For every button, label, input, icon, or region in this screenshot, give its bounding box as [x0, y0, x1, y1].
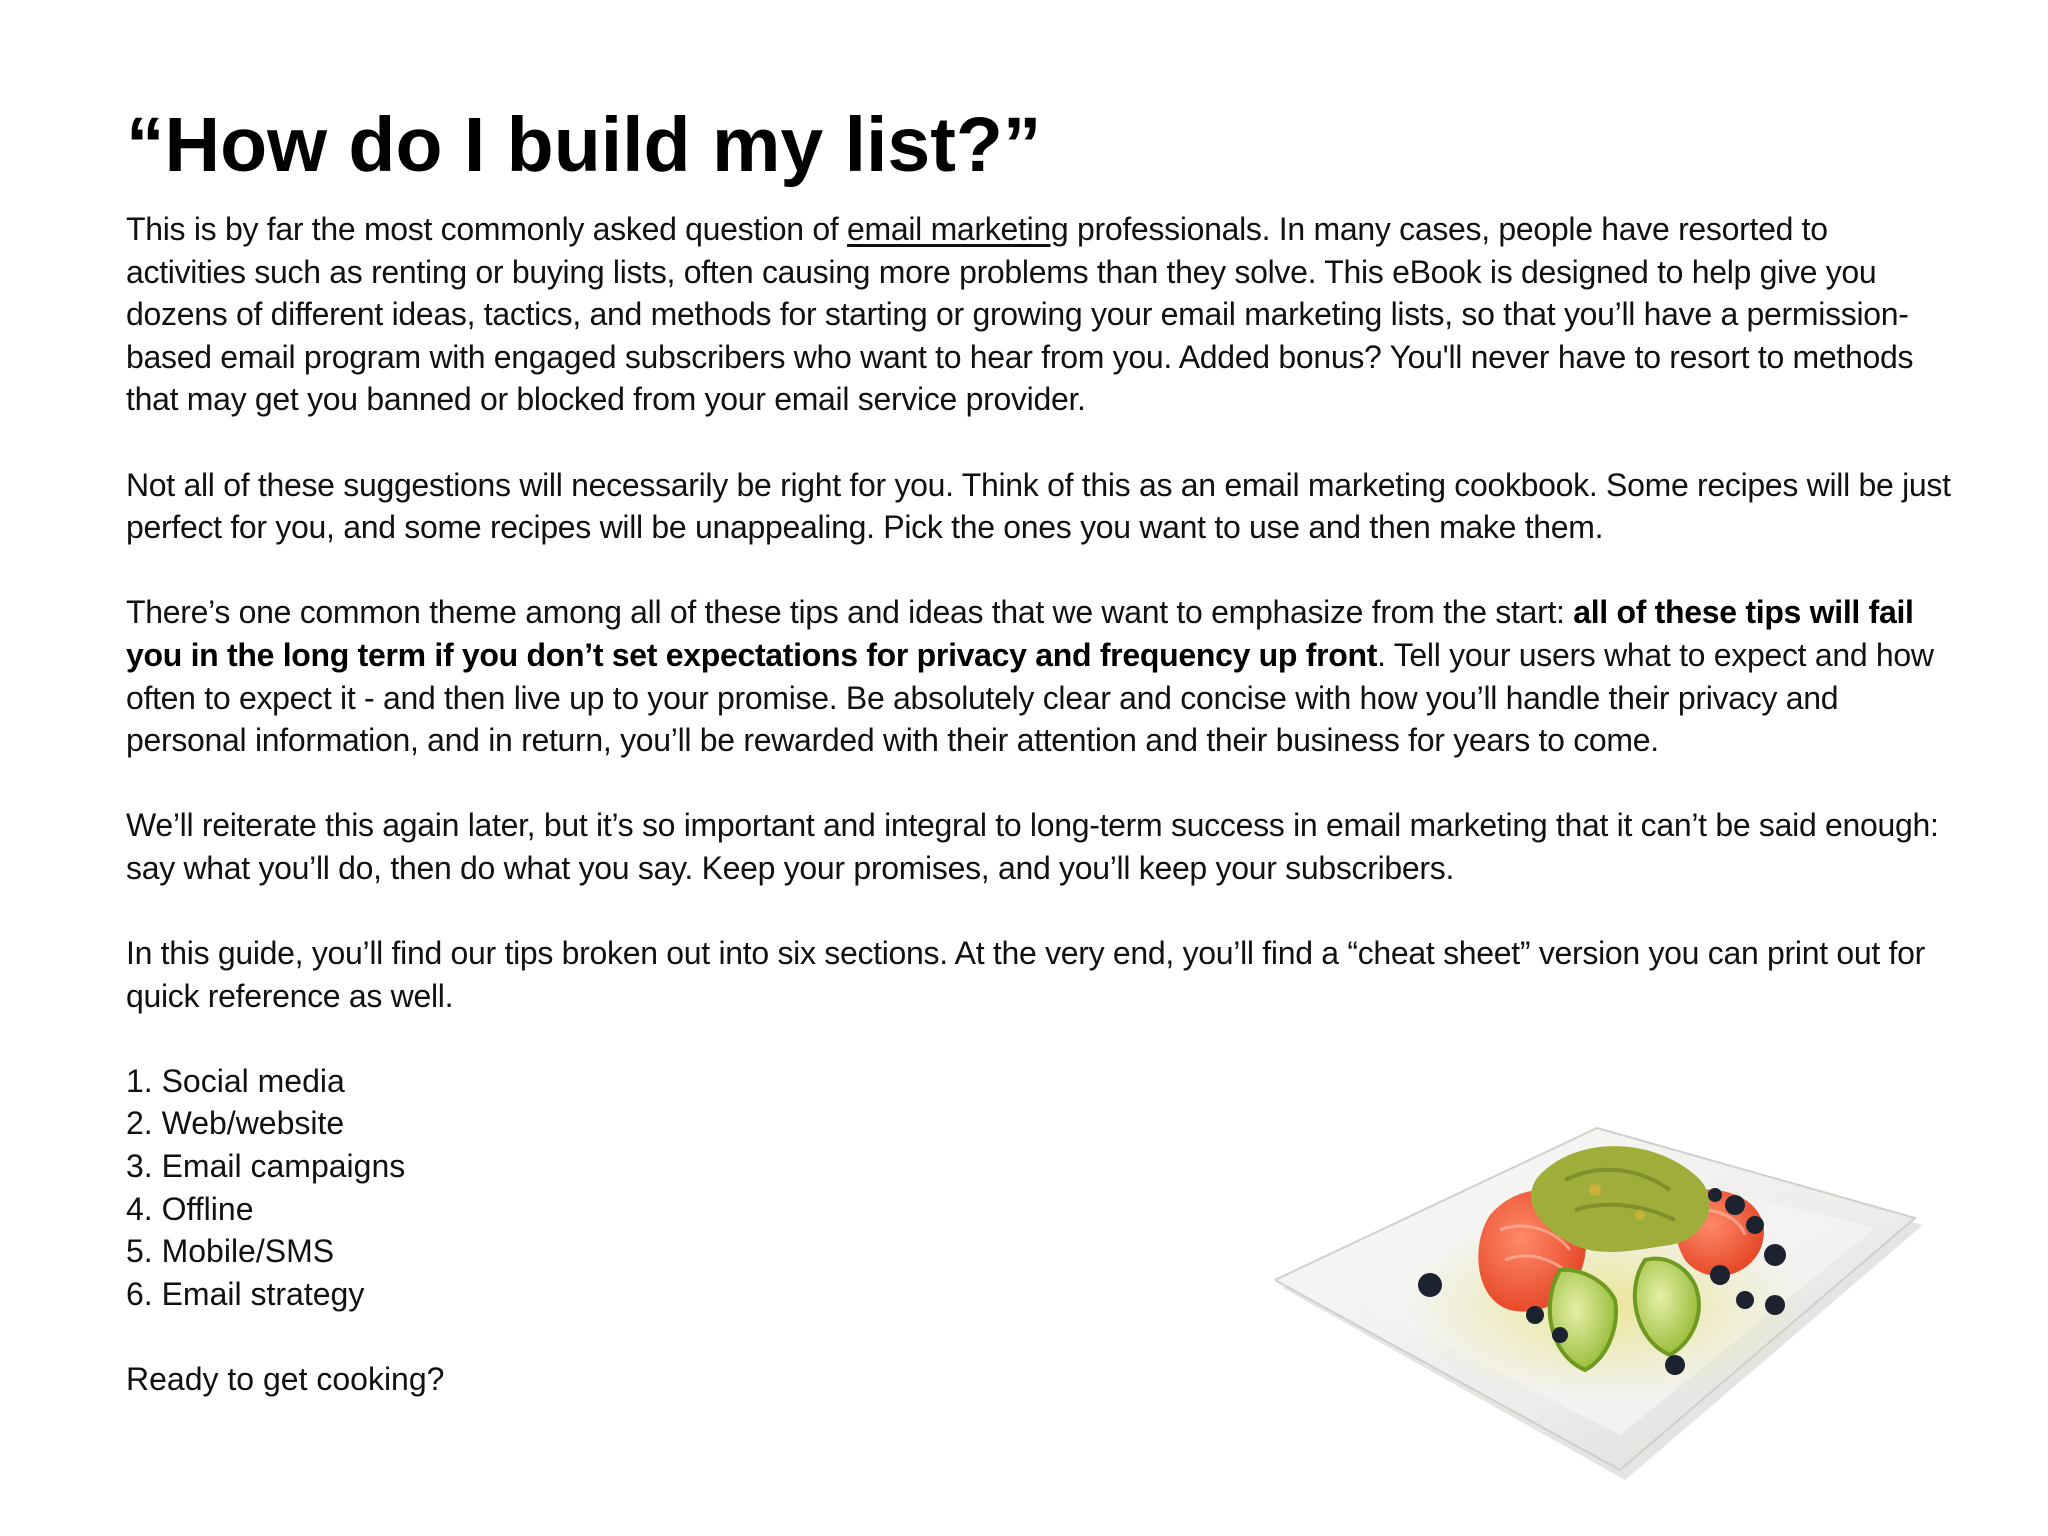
caper — [1765, 1295, 1785, 1315]
caper — [1764, 1244, 1786, 1266]
intro-text-before-link: This is by far the most commonly asked question of — [126, 211, 848, 247]
closing-line: Ready to get cooking? — [126, 1361, 445, 1398]
list-item: 2. Web/website — [126, 1105, 345, 1142]
avocado-speck — [1635, 1210, 1645, 1220]
list-item: 4. Offline — [126, 1190, 254, 1227]
cookbook-paragraph: Not all of these suggestions will necessarily be right for you. Think of this as an email marketing cookbook. Some recipes will be just perfect for you, and some recipes will be unappealing. Pick the ones you want to use and then make them. — [126, 466, 1951, 546]
email-marketing-link[interactable]: email marketing — [847, 211, 1069, 247]
caper — [1725, 1195, 1745, 1215]
theme-lead-text: There’s one common theme among all of these tips and ideas that we want to emphasize from the start: — [126, 594, 1574, 631]
list-item: 1. Social media — [126, 1062, 345, 1099]
intro-paragraph — [126, 208, 1956, 421]
theme-emphasis: all of these tips will fail you in the long term if you don’t set expectations for privacy and frequency up front — [126, 594, 1914, 673]
caper — [1736, 1291, 1754, 1309]
avocado-speck — [1589, 1184, 1601, 1196]
salmon-plate-image — [1275, 1120, 1925, 1480]
caper — [1418, 1273, 1442, 1297]
caper — [1665, 1355, 1685, 1375]
theme-paragraph — [126, 591, 1956, 761]
caper — [1552, 1327, 1568, 1343]
intro-text-after-link: professionals. In many cases, people have resorted to activities such as renting or buying lists, often causing more problems than they solve. This eBook is designed to help give you dozens of different ideas, tactics, and methods for starting or growing your email marketing lists, so that you’ll have a permission-based email program with engaged subscribers who want to hear from you. Added bonus? You'll never have to resort to methods that may get you banned or blocked from your email service provider. — [126, 211, 1914, 418]
caper — [1526, 1306, 1544, 1324]
list-item: 6. Email strategy — [126, 1275, 365, 1312]
caper — [1710, 1265, 1730, 1285]
page-title: “How do I build my list?” — [126, 102, 1042, 188]
caper — [1746, 1216, 1764, 1234]
plate-illustration — [1275, 1120, 1925, 1480]
promise-paragraph: We’ll reiterate this again later, but it’s so important and integral to long-term success in email marketing that it can’t be said enough: say what you’ll do, then do what you say. Keep your promises, and you’ll keep your subscribers. — [126, 807, 1939, 886]
list-item: 5. Mobile/SMS — [126, 1233, 335, 1270]
caper — [1708, 1188, 1722, 1202]
theme-rest-text: . Tell your users what to expect and how often to expect it - and then live up to your promise. Be absolutely clear and concise with how you’ll handle their privacy and personal information, and in return, you’ll be rewarded with their attention and their business for years to come. — [126, 636, 1934, 759]
list-item: 3. Email campaigns — [126, 1148, 406, 1185]
guide-paragraph: In this guide, you’ll find our tips broken out into six sections. At the very end, you’ll find a “cheat sheet” version you can print out for quick reference as well. — [126, 935, 1926, 1014]
